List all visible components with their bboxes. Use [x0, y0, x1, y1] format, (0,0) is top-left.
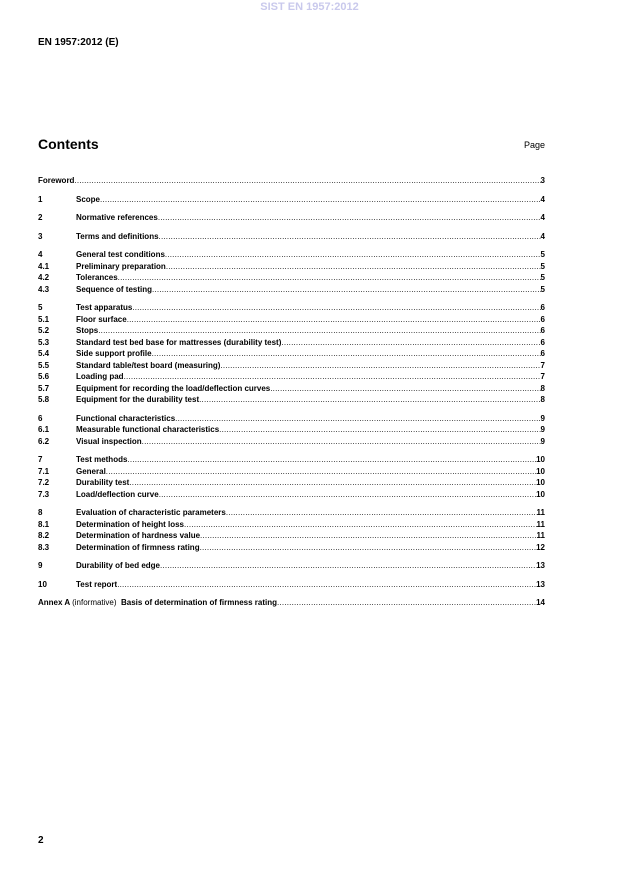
toc-group — [38, 249, 545, 295]
toc-leader-dots — [124, 371, 541, 383]
toc-entry-number: 4.2 — [38, 273, 50, 282]
toc-entry-page: 6 — [540, 303, 545, 312]
toc-entry-title: General — [76, 466, 106, 476]
toc-entry[interactable] — [38, 579, 545, 591]
toc-entry[interactable] — [38, 261, 545, 273]
toc-entry-title-rest: Basis of determination of firmness rating — [121, 598, 278, 607]
toc-entry[interactable] — [38, 530, 545, 542]
toc-entry-number: 5.6 — [38, 372, 50, 381]
toc-entry-title: Equipment for the durability test — [76, 395, 200, 404]
toc-entry[interactable] — [38, 560, 545, 572]
toc-leader-dots — [277, 597, 536, 609]
toc-entry[interactable] — [38, 194, 545, 206]
toc-entry-title: Durability test — [76, 478, 130, 487]
toc-entry-title: Normative references — [76, 213, 158, 222]
toc-entry-title: Measurable functional characteristics — [76, 425, 220, 434]
toc-group — [38, 231, 545, 243]
toc-entry-page: 5 — [540, 250, 545, 259]
toc-entry-page: 5 — [540, 273, 545, 282]
toc-entry-title: Preliminary preparation — [76, 261, 166, 271]
toc-entry[interactable] — [38, 436, 545, 448]
toc-entry-number: 9 — [38, 561, 43, 570]
toc-entry-page: 12 — [536, 542, 545, 552]
toc-entry-number: 7.3 — [38, 489, 50, 499]
toc-entry-title: Standard table/test board (measuring) — [76, 360, 221, 370]
toc-leader-dots — [118, 272, 541, 284]
table-of-contents — [38, 175, 545, 609]
toc-entry-number: 1 — [38, 194, 43, 204]
toc-leader-dots — [200, 530, 537, 542]
toc-leader-dots — [226, 507, 537, 519]
toc-entry[interactable] — [38, 466, 545, 478]
toc-entry-page: 6 — [540, 349, 545, 358]
toc-entry-title: Durability of bed edge — [76, 561, 161, 570]
toc-entry-number: 6 — [38, 413, 43, 423]
toc-entry[interactable] — [38, 325, 545, 337]
toc-entry-number: 4 — [38, 250, 43, 259]
toc-entry-title: Terms and definitions — [76, 231, 159, 241]
toc-entry-number: 4.1 — [38, 261, 50, 271]
toc-entry[interactable] — [38, 272, 545, 284]
document-id: EN 1957:2012 (E) — [38, 37, 119, 48]
toc-entry-page: 10 — [536, 455, 545, 464]
toc-entry-number: 5.3 — [38, 337, 50, 347]
toc-entry[interactable] — [38, 413, 545, 425]
toc-entry-title: Sequence of testing — [76, 284, 153, 294]
toc-entry-title: Foreword — [38, 176, 75, 185]
toc-entry-title: Evaluation of characteristic parameters — [76, 508, 226, 517]
page-column-label: Page — [523, 140, 545, 150]
toc-entry-page: 7 — [540, 360, 545, 370]
toc-entry-title: Annex A (informative) Basis of determination of firmness rating — [38, 598, 278, 607]
toc-entry-page: 5 — [540, 261, 545, 271]
toc-entry-title: Test apparatus — [76, 303, 133, 312]
toc-entry[interactable] — [38, 337, 545, 349]
toc-leader-dots — [165, 249, 541, 261]
toc-leader-dots — [100, 194, 541, 206]
toc-entry-page: 9 — [540, 413, 545, 423]
toc-leader-dots — [200, 542, 537, 554]
toc-entry-number: 5.8 — [38, 395, 50, 404]
toc-entry-page: 8 — [540, 383, 545, 393]
toc-leader-dots — [166, 261, 541, 273]
toc-entry-number: 5.2 — [38, 326, 50, 335]
toc-entry-title: Test methods — [76, 455, 128, 464]
toc-entry[interactable] — [38, 489, 545, 501]
toc-entry-number: 8 — [38, 508, 43, 517]
toc-leader-dots — [159, 489, 536, 501]
contents-heading: Contents — [38, 136, 99, 152]
toc-leader-dots — [142, 436, 541, 448]
toc-entry[interactable] — [38, 383, 545, 395]
toc-entry[interactable] — [38, 507, 545, 519]
toc-group — [38, 597, 545, 609]
toc-entry-number: 5.4 — [38, 349, 50, 358]
toc-entry-title: Floor surface — [76, 314, 127, 324]
toc-entry-title: Determination of height loss — [76, 519, 185, 529]
toc-group — [38, 454, 545, 500]
toc-entry[interactable] — [38, 542, 545, 554]
toc-leader-dots — [132, 302, 540, 314]
toc-entry[interactable] — [38, 360, 545, 372]
toc-leader-dots — [152, 348, 541, 360]
toc-entry-number: 7.2 — [38, 478, 50, 487]
toc-entry-page: 11 — [536, 531, 545, 540]
toc-leader-dots — [98, 325, 540, 337]
toc-entry-title: Load/deflection curve — [76, 489, 159, 499]
toc-leader-dots — [152, 284, 541, 296]
toc-leader-dots — [160, 560, 536, 572]
toc-entry-number: 7.1 — [38, 466, 50, 476]
toc-entry-page: 9 — [540, 425, 545, 434]
toc-group — [38, 212, 545, 224]
toc-entry-title: Test report — [76, 579, 118, 589]
toc-entry[interactable] — [38, 302, 545, 314]
toc-entry[interactable] — [38, 175, 545, 187]
toc-entry-page: 4 — [540, 213, 545, 222]
toc-entry-title: Stops — [76, 326, 99, 335]
toc-entry-page: 13 — [536, 561, 545, 570]
toc-entry-page: 8 — [540, 395, 545, 404]
toc-leader-dots — [106, 466, 536, 478]
toc-leader-dots — [158, 212, 541, 224]
toc-leader-dots — [159, 231, 541, 243]
toc-entry[interactable] — [38, 394, 545, 406]
toc-entry-number: 6.2 — [38, 436, 50, 446]
toc-group — [38, 507, 545, 553]
toc-entry-note: (informative) — [72, 598, 117, 607]
toc-entry[interactable] — [38, 371, 545, 383]
toc-entry-number: 8.1 — [38, 519, 50, 529]
toc-entry-page: 9 — [540, 436, 545, 446]
toc-entry[interactable] — [38, 519, 545, 531]
toc-entry-title: Standard test bed base for mattresses (durability test) — [76, 337, 282, 347]
toc-entry-number: 3 — [38, 231, 43, 241]
toc-entry-title: Scope — [76, 194, 101, 204]
toc-entry-number: 5.7 — [38, 383, 50, 393]
toc-entry-page: 14 — [536, 598, 545, 607]
toc-entry-title: Side support profile — [76, 349, 152, 358]
page-number: 2 — [38, 835, 44, 846]
toc-leader-dots — [117, 579, 536, 591]
toc-entry-page: 5 — [540, 284, 545, 294]
toc-group — [38, 194, 545, 206]
toc-entry-page: 4 — [540, 231, 545, 241]
toc-leader-dots — [184, 519, 537, 531]
toc-entry-page: 6 — [540, 326, 545, 335]
toc-leader-dots — [175, 413, 540, 425]
toc-leader-dots — [270, 383, 540, 395]
toc-entry-page: 6 — [540, 337, 545, 347]
toc-entry-number: 6.1 — [38, 425, 50, 434]
toc-entry-number: 4.3 — [38, 284, 50, 294]
toc-entry-title: Determination of hardness value — [76, 531, 201, 540]
toc-entry-title: Loading pad — [76, 372, 124, 381]
toc-entry[interactable] — [38, 314, 545, 326]
toc-entry-title: Determination of firmness rating — [76, 542, 200, 552]
toc-leader-dots — [127, 454, 536, 466]
toc-entry[interactable] — [38, 424, 545, 436]
toc-entry-number: 5.5 — [38, 360, 50, 370]
toc-leader-dots — [127, 314, 541, 326]
toc-entry[interactable] — [38, 249, 545, 261]
toc-entry-title: Tolerances — [76, 273, 118, 282]
toc-entry-page: 3 — [540, 176, 545, 185]
toc-group — [38, 302, 545, 406]
toc-entry-page: 10 — [536, 478, 545, 487]
toc-leader-dots — [199, 394, 540, 406]
toc-entry[interactable] — [38, 284, 545, 296]
toc-entry-page: 6 — [540, 314, 545, 324]
toc-entry-number: 5.1 — [38, 314, 50, 324]
toc-entry-page: 11 — [536, 508, 545, 517]
toc-group — [38, 413, 545, 448]
toc-entry-title: Equipment for recording the load/deflection curves — [76, 383, 271, 393]
toc-entry-page: 4 — [540, 194, 545, 204]
toc-entry-number: 8.2 — [38, 531, 50, 540]
toc-entry[interactable] — [38, 597, 545, 609]
toc-entry-page: 13 — [536, 579, 545, 589]
toc-entry-title: General test conditions — [76, 250, 165, 259]
toc-entry-number: 5 — [38, 303, 43, 312]
toc-entry-title: Visual inspection — [76, 436, 142, 446]
toc-leader-dots — [219, 424, 540, 436]
toc-entry-page: 10 — [536, 489, 545, 499]
toc-group — [38, 560, 545, 572]
toc-entry-number: 8.3 — [38, 542, 50, 552]
toc-entry-number: 10 — [38, 579, 47, 589]
toc-entry-page: 10 — [536, 466, 545, 476]
toc-entry-title: Functional characteristics — [76, 413, 176, 423]
toc-entry-number: 2 — [38, 213, 43, 222]
toc-leader-dots — [129, 477, 536, 489]
toc-entry-page: 11 — [536, 519, 545, 529]
watermark: SIST EN 1957:2012 — [260, 1, 359, 13]
toc-leader-dots — [220, 360, 540, 372]
toc-entry[interactable] — [38, 231, 545, 243]
toc-group — [38, 175, 545, 187]
toc-leader-dots — [281, 337, 540, 349]
toc-entry[interactable] — [38, 212, 545, 224]
toc-entry-number: 7 — [38, 455, 43, 464]
toc-entry-page: 7 — [540, 372, 545, 381]
toc-entry[interactable] — [38, 348, 545, 360]
toc-entry[interactable] — [38, 477, 545, 489]
toc-entry[interactable] — [38, 454, 545, 466]
toc-leader-dots — [74, 175, 540, 187]
toc-group — [38, 579, 545, 591]
